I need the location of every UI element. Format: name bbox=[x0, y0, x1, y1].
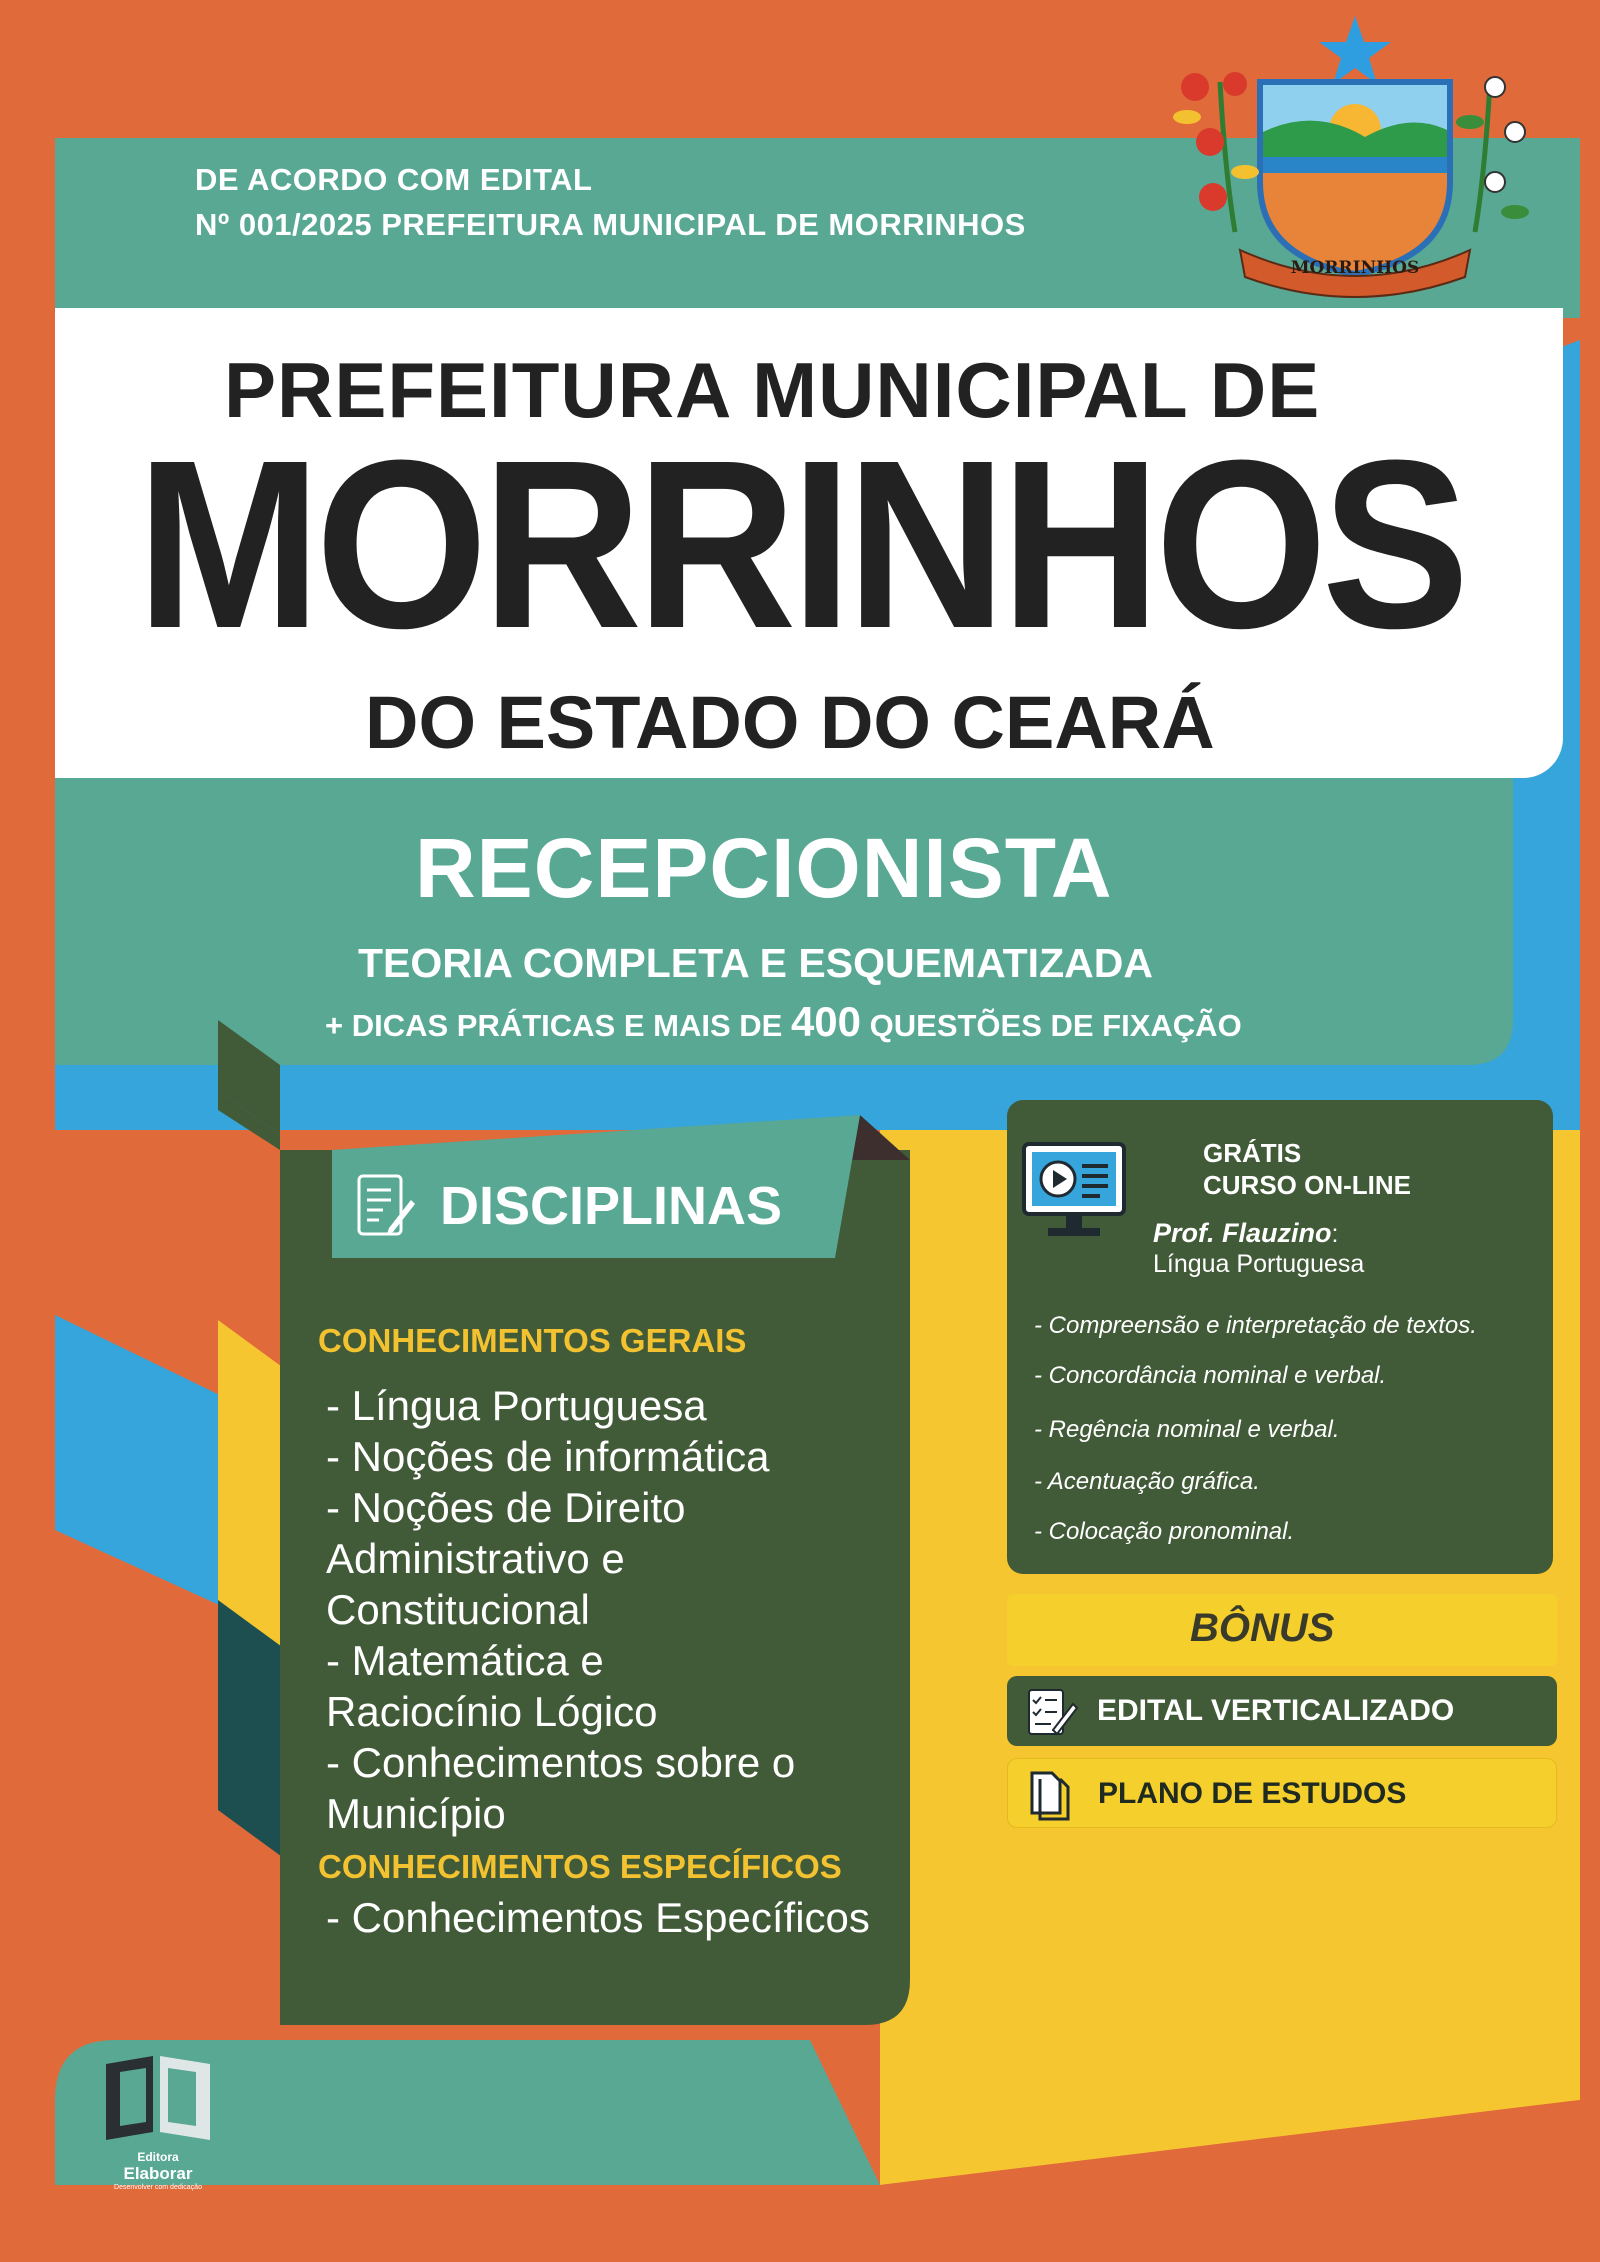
gratis-label: GRÁTIS bbox=[1203, 1138, 1302, 1168]
municipal-crest bbox=[1165, 12, 1545, 302]
cargo-extra bbox=[0, 998, 1600, 1046]
publisher-name: Elaborar bbox=[123, 2164, 193, 2183]
gerais-title: CONHECIMENTOS GERAIS bbox=[318, 1322, 747, 1359]
cargo-title: RECEPCIONISTA bbox=[415, 821, 1113, 915]
list-item: Administrativo e bbox=[326, 1535, 625, 1582]
publisher-book-icon bbox=[98, 2052, 218, 2147]
list-item: Município bbox=[326, 1790, 506, 1837]
bonus-item-edital bbox=[1007, 1676, 1557, 1746]
topic-item: - Regência nominal e verbal. bbox=[1034, 1416, 1340, 1443]
edital-line-2: Nº 001/2025 PREFEITURA MUNICIPAL DE MORRINHOS bbox=[195, 207, 1026, 242]
checklist-icon bbox=[1023, 1686, 1079, 1738]
list-item: - Conhecimentos sobre o bbox=[326, 1739, 796, 1786]
bonus-item-plano bbox=[1007, 1758, 1557, 1828]
topic-item: - Compreensão e interpretação de textos. bbox=[1034, 1312, 1477, 1339]
topic-item: - Acentuação gráfica. bbox=[1034, 1468, 1260, 1495]
extra-suffix: QUESTÕES DE FIXAÇÃO bbox=[869, 1008, 1242, 1043]
documents-icon bbox=[1024, 1767, 1080, 1821]
professor-info bbox=[1153, 1218, 1364, 1279]
edital-line-1: DE ACORDO COM EDITAL bbox=[195, 162, 593, 197]
crest-banner-text: MORRINHOS bbox=[1290, 258, 1420, 278]
professor-subject: Língua Portuguesa bbox=[1153, 1250, 1365, 1278]
extra-number: 400 bbox=[790, 998, 862, 1045]
extra-prefix: + DICAS PRÁTICAS E MAIS DE bbox=[325, 1008, 783, 1043]
curso-online-label: CURSO ON-LINE bbox=[1203, 1170, 1411, 1200]
list-item: - Noções de Direito bbox=[326, 1484, 686, 1531]
topic-item: - Colocação pronominal. bbox=[1034, 1518, 1295, 1545]
professor-name: Prof. Flauzino bbox=[1153, 1218, 1332, 1248]
list-item: - Matemática e bbox=[326, 1637, 604, 1684]
notes-icon bbox=[355, 1170, 417, 1242]
list-item: - Língua Portuguesa bbox=[326, 1382, 707, 1429]
list-item: - Noções de informática bbox=[326, 1433, 770, 1480]
bonus-item-label: PLANO DE ESTUDOS bbox=[1098, 1777, 1407, 1810]
topic-item: - Concordância nominal e verbal. bbox=[1034, 1362, 1387, 1389]
bonus-item-label: EDITAL VERTICALIZADO bbox=[1097, 1694, 1455, 1727]
city-title: MORRINHOS bbox=[136, 410, 1464, 679]
video-lesson-icon bbox=[1020, 1140, 1128, 1242]
list-item: - Conhecimentos Específicos bbox=[326, 1894, 870, 1941]
title-line-3: DO ESTADO DO CEARÁ bbox=[365, 681, 1215, 764]
list-item: Constitucional bbox=[326, 1586, 590, 1633]
bonus-title: BÔNUS bbox=[1190, 1606, 1335, 1650]
list-item: Raciocínio Lógico bbox=[326, 1688, 658, 1735]
especificos-list bbox=[326, 1892, 906, 1943]
disciplinas-label: DISCIPLINAS bbox=[440, 1176, 783, 1236]
cargo-subtitle: TEORIA COMPLETA E ESQUEMATIZADA bbox=[358, 940, 1153, 986]
professor-sep: : bbox=[1331, 1220, 1339, 1248]
publisher-tagline: Desenvolver com dedicação bbox=[114, 2184, 202, 2191]
publisher-prefix: Editora bbox=[137, 2150, 179, 2164]
especificos-title: CONHECIMENTOS ESPECÍFICOS bbox=[318, 1848, 842, 1885]
title-line-1: PREFEITURA MUNICIPAL DE bbox=[224, 346, 1321, 434]
